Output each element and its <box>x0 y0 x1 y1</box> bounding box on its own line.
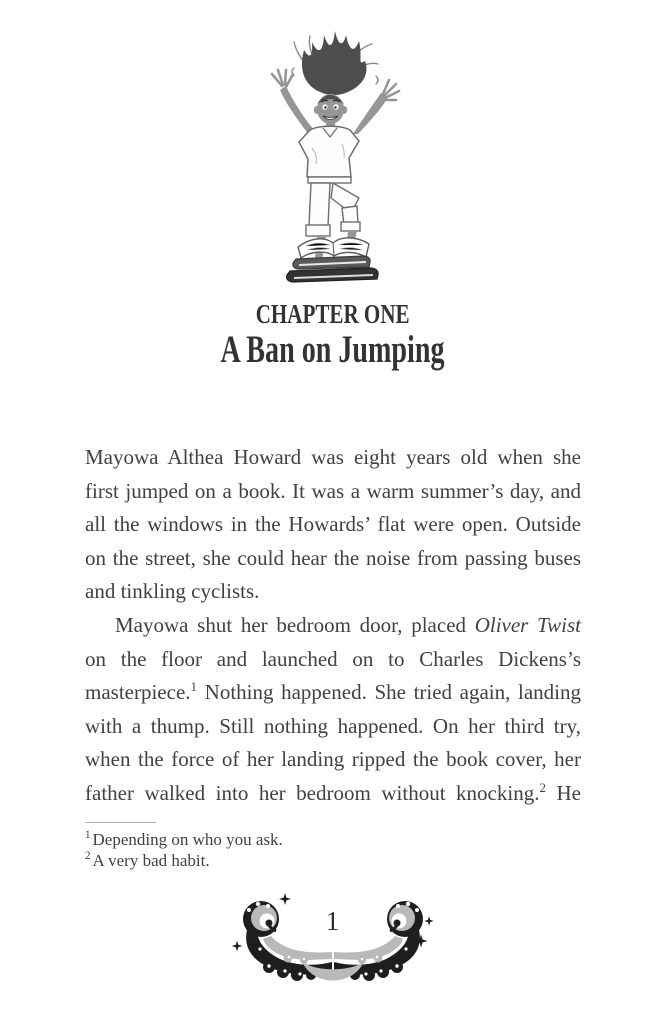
text-run: He <box>545 780 581 805</box>
footnote-marker: 2 <box>85 849 91 862</box>
chapter-title: A Ban on Jumping <box>220 328 445 372</box>
footnote-reference: 1 <box>190 679 198 695</box>
text-run: Nothing happened. She tried again, landing with a thump. Still nothing happened. On her third try, when the force of her landing ripped the book cover, her father walked into her bedroom without knocking. <box>85 680 581 805</box>
body-text <box>85 441 581 811</box>
footnote <box>85 830 581 851</box>
paragraph <box>85 609 581 811</box>
page-number: 1 <box>325 906 340 936</box>
footnote-separator <box>85 822 156 823</box>
page-footer-ornament <box>230 891 436 993</box>
footnote <box>85 851 581 872</box>
footnotes <box>85 822 581 871</box>
text-run: Mayowa Althea Howard was eight years old when she first jumped on a book. It was a warm summer’s day, and all the windows in the Howards’ flat were open. Outside on the street, she could hear the noise from passing buses and tinkling cyclists. <box>85 445 581 604</box>
footnote-list <box>85 830 581 871</box>
text-run: Oliver Twist <box>474 612 581 637</box>
girl-jumping-on-books-icon <box>238 28 428 283</box>
text-run: on the floor and launched on to Charles Dickens’s masterpiece. <box>85 646 581 705</box>
chapter-illustration <box>238 28 428 286</box>
text-run: Mayowa shut her bedroom door, placed <box>115 612 475 637</box>
footnote-marker: 1 <box>85 829 91 842</box>
footnote-reference: 2 <box>539 779 546 795</box>
footnote-text: Depending on who you ask. <box>92 830 283 849</box>
chapter-heading <box>0 299 665 372</box>
footnote-text: A very bad habit. <box>92 850 210 870</box>
paragraph <box>85 441 581 609</box>
chapter-label: CHAPTER ONE <box>255 299 410 329</box>
